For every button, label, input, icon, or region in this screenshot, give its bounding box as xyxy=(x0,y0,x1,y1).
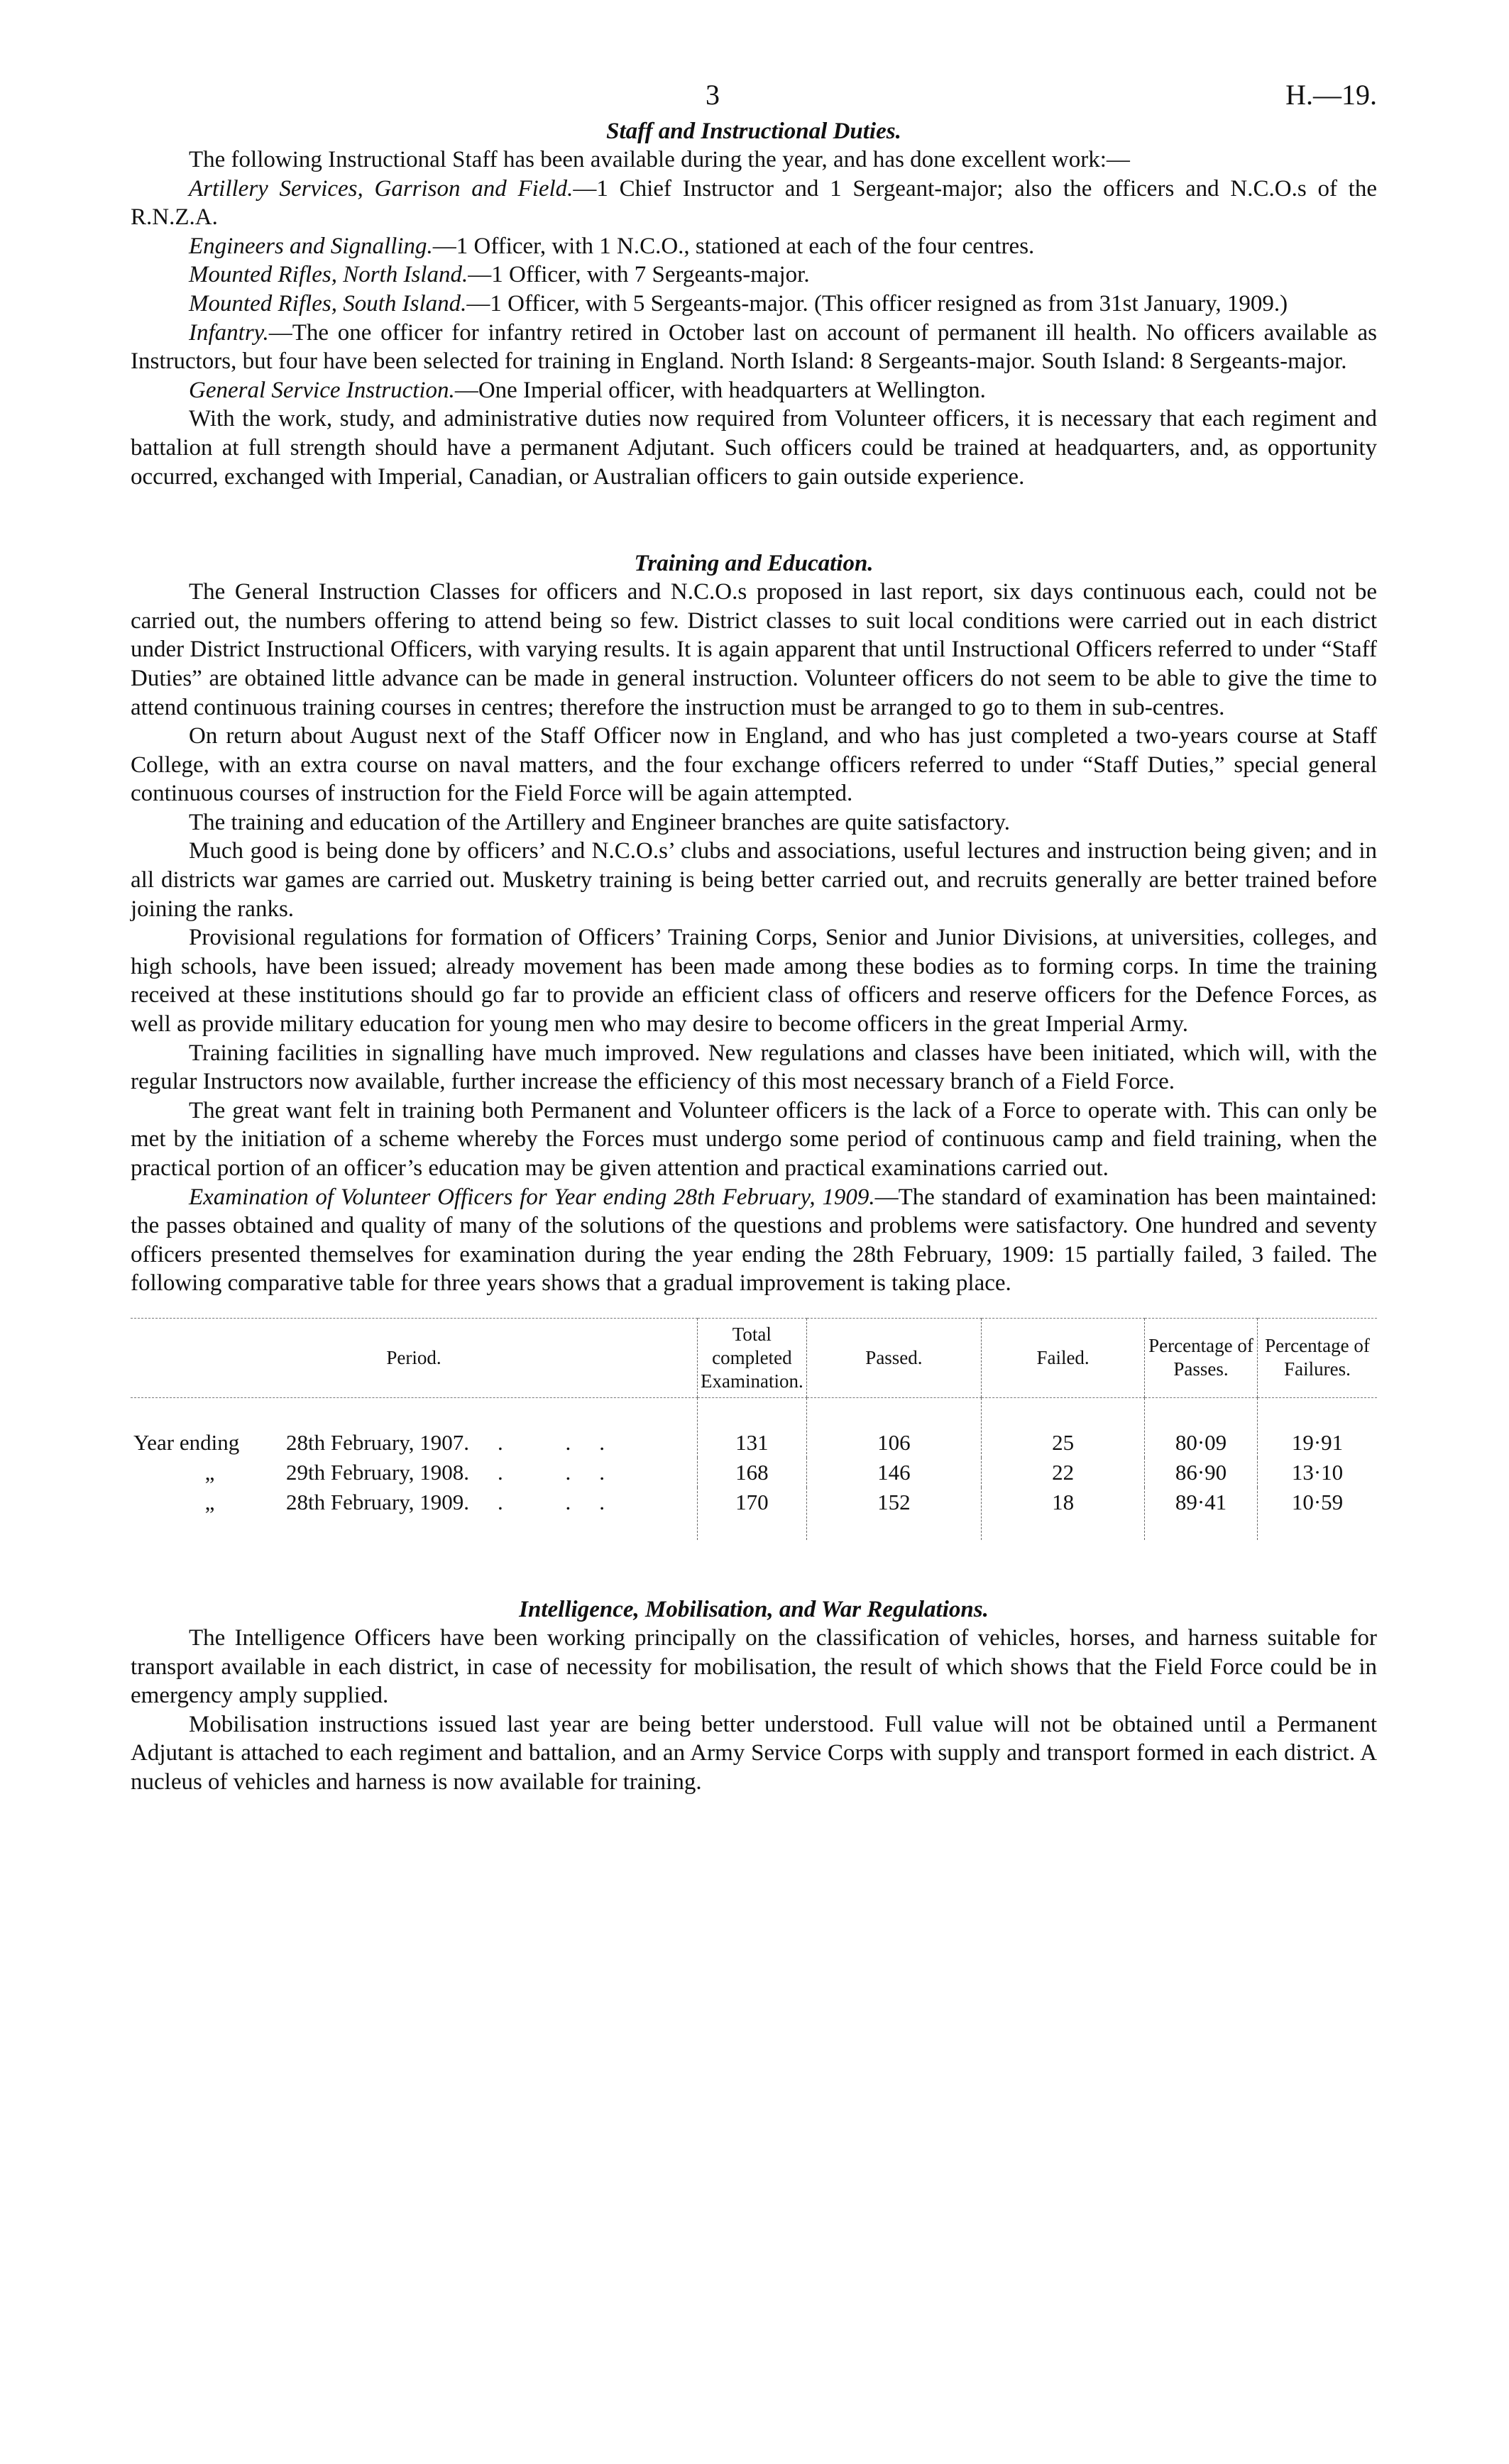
paragraph xyxy=(131,260,1377,290)
leader-dots: .. .. xyxy=(463,1429,634,1455)
paragraph-text: With the work, study, and administrative duties now required from Volunteer officers, it is necessary that each regiment and battalion at full strength should have a permanent Adjutant. Such officers could be trained at headquarters, and, as opportunity occurred, exchanged with Imperial, Canadian, or Australian officers to gain outside experience. xyxy=(131,406,1377,490)
cell-passed: 106 xyxy=(806,1397,981,1458)
paragraph-text: On return about August next of the Staff Officer now in England, and who has just completed a two-years course at Staff College, with an extra course on naval matters, and the four exchange officers referred to under “Staff Duties,” special general continuous courses of instruction for the Field Force will be again attempted. xyxy=(131,723,1377,807)
paragraph xyxy=(131,1096,1377,1183)
cell-passed: 146 xyxy=(806,1458,981,1487)
paragraph xyxy=(131,1183,1377,1298)
page-number: 3 xyxy=(706,79,720,111)
paragraph-text: —1 Officer, with 7 Sergeants-major. xyxy=(468,262,810,288)
cell-pct-fail: 10·59 xyxy=(1258,1487,1378,1540)
cell-pct-fail: 19·91 xyxy=(1258,1397,1378,1458)
paragraph-text: Training facilities in signalling have much improved. New regulations and classes have been initiated, which will, with the regular Instructors now available, further increase the efficiency of this most necessary branch of a Field Force. xyxy=(131,1040,1377,1095)
paragraph-lead: Artillery Services, Garrison and Field. xyxy=(189,175,574,202)
paragraph-text: —The standard of examination has been maintained: the passes obtained and quality of many of the solutions of the questions and problems were satisfactory. One hundred and seventy officers presented themselves for examination during the year ending the 28th February, 1909: 15 partially failed, 3 failed. The following comparative table for three years shows that a gradual improvement is taking place. xyxy=(131,1184,1377,1297)
cell-pct-pass: 80·09 xyxy=(1145,1397,1258,1458)
col-period: Period. xyxy=(131,1318,698,1397)
table-row xyxy=(131,1458,1377,1487)
paragraph-text: Mobilisation instructions issued last year are being better understood. Full value will not be obtained until a Permanent Adjutant is attached to each regiment and battalion, and an Army Service Corps with supply and transport formed in each district. A nucleus of vehicles and harness is now available for training. xyxy=(131,1711,1377,1795)
document-page xyxy=(131,78,1377,1797)
paragraph-text: —1 Officer, with 1 N.C.O., stationed at each of the four centres. xyxy=(432,233,1035,259)
cell-failed: 25 xyxy=(982,1397,1145,1458)
paragraph-lead: General Service Instruction. xyxy=(189,377,455,403)
paragraph xyxy=(131,232,1377,261)
table-row xyxy=(131,1397,1377,1458)
section-staff-duties xyxy=(131,145,1377,491)
period-prefix: „ xyxy=(204,1489,215,1514)
cell-failed: 18 xyxy=(982,1487,1145,1540)
cell-pct-pass: 86·90 xyxy=(1145,1458,1258,1487)
paragraph xyxy=(131,923,1377,1038)
paragraph-lead: Engineers and Signalling. xyxy=(189,233,433,259)
paragraph-text: —The one officer for infantry retired in October last on account of permanent ill health. No officers available as Instructors, but four have been selected for training in England. North Island: 8 Sergeants-major. South Island: 8 Sergeants-major. xyxy=(131,319,1377,375)
paragraph-text: —1 Officer, with 5 Sergeants-major. (This officer resigned as from 31st January, 1909.) xyxy=(466,290,1288,317)
cell-period xyxy=(131,1458,698,1487)
paragraph xyxy=(131,808,1377,837)
period-date: 28th February, 1909 xyxy=(286,1489,464,1514)
examination-table xyxy=(131,1318,1377,1540)
paragraph-text: The Intelligence Officers have been working principally on the classification of vehicles, horses, and harness suitable for transport available in each district, in case of necessity for mobilisation, the result of which shows that the Field Force could be in emergency amply supplied. xyxy=(131,1624,1377,1709)
col-total: Total completed Examination. xyxy=(698,1318,807,1397)
cell-period xyxy=(131,1397,698,1458)
paragraph-lead: Examination of Volunteer Officers for Year ending 28th February, 1909. xyxy=(189,1184,875,1210)
paragraph xyxy=(131,837,1377,923)
section-intelligence xyxy=(131,1624,1377,1797)
leader-dots: .. .. xyxy=(463,1489,634,1514)
period-prefix: „ xyxy=(204,1459,215,1485)
col-failed: Failed. xyxy=(982,1318,1145,1397)
table-row xyxy=(131,1487,1377,1540)
cell-passed: 152 xyxy=(806,1487,981,1540)
paragraph xyxy=(131,405,1377,491)
paragraph xyxy=(131,175,1377,232)
section-title-staff: Staff and Instructional Duties. xyxy=(606,119,901,144)
period-prefix: Year ending xyxy=(133,1429,240,1455)
cell-pct-fail: 13·10 xyxy=(1258,1458,1378,1487)
paragraph-text: —One Imperial officer, with headquarters at Wellington. xyxy=(454,377,986,403)
cell-period xyxy=(131,1487,698,1540)
cell-failed: 22 xyxy=(982,1458,1145,1487)
table-header-row xyxy=(131,1318,1377,1397)
section-title-intelligence: Intelligence, Mobilisation, and War Regulations. xyxy=(519,1596,989,1622)
paragraph xyxy=(131,578,1377,722)
paragraph xyxy=(131,1039,1377,1096)
col-passed: Passed. xyxy=(806,1318,981,1397)
page-header xyxy=(131,78,1377,121)
period-date: 29th February, 1908 xyxy=(286,1459,464,1485)
document-reference: H.—19. xyxy=(1285,79,1377,111)
paragraph-text: Provisional regulations for formation of Officers’ Training Corps, Senior and Junior Divisions, at universities, colleges, and high schools, have been issued; already movement has been made among these bodies as to forming corps. In time the training received at these institutions should go far to provide an efficient class of officers and reserve officers for the Defence Forces, as well as provide military education for young men who may desire to become officers in the great Imperial Army. xyxy=(131,925,1377,1038)
period-date: 28th February, 1907 xyxy=(286,1429,464,1455)
paragraph xyxy=(131,1710,1377,1797)
leader-dots: .. .. xyxy=(463,1459,634,1485)
paragraph xyxy=(131,319,1377,376)
cell-total: 170 xyxy=(698,1487,807,1540)
col-pct-failures: Percentage of Failures. xyxy=(1258,1318,1378,1397)
paragraph xyxy=(131,722,1377,808)
paragraph-text: The training and education of the Artillery and Engineer branches are quite satisfactory. xyxy=(189,809,1010,835)
col-pct-passes: Percentage of Passes. xyxy=(1145,1318,1258,1397)
section-title-training: Training and Education. xyxy=(634,551,874,577)
paragraph xyxy=(131,376,1377,405)
section-training-education xyxy=(131,578,1377,1298)
paragraph xyxy=(131,290,1377,319)
paragraph-text: Much good is being done by officers’ and N.C.O.s’ clubs and associations, useful lectures and instruction being given; and in all districts war games are carried out. Musketry training is being better carried out, and recruits generally are better trained before joining the ranks. xyxy=(131,838,1377,922)
cell-total: 131 xyxy=(698,1397,807,1458)
paragraph-text: The great want felt in training both Permanent and Volunteer officers is the lack of a Force to operate with. This can only be met by the initiation of a scheme whereby the Forces must undergo some period of continuous camp and field training, when the practical portion of an officer’s education may be given attention and practical examinations carried out. xyxy=(131,1097,1377,1181)
paragraph xyxy=(131,1624,1377,1710)
paragraph-lead: Mounted Rifles, North Island. xyxy=(189,262,468,288)
paragraph-text: —1 Chief Instructor and 1 Sergeant-major; also the officers and N.C.O.s of the R.N.Z.A. xyxy=(131,175,1377,231)
cell-total: 168 xyxy=(698,1458,807,1487)
paragraph-lead: Infantry. xyxy=(189,319,269,346)
paragraph-lead: Mounted Rifles, South Island. xyxy=(189,290,467,317)
cell-pct-pass: 89·41 xyxy=(1145,1487,1258,1540)
paragraph xyxy=(131,145,1377,175)
paragraph-text: The following Instructional Staff has been available during the year, and has done excellent work:— xyxy=(189,147,1130,172)
paragraph-text: The General Instruction Classes for officers and N.C.O.s proposed in last report, six days continuous each, could not be carried out, the numbers offering to attend being so few. District classes to suit local conditions were carried out in each district under District Instructional Officers, with varying results. It is again apparent that until Instructional Officers referred to under “Staff Duties” are obtained little advance can be made in general instruction. Volunteer officers do not seem to be able to give the time to attend continuous training courses in centres; therefore the instruction must be arranged to go to them in sub-centres. xyxy=(131,579,1377,720)
